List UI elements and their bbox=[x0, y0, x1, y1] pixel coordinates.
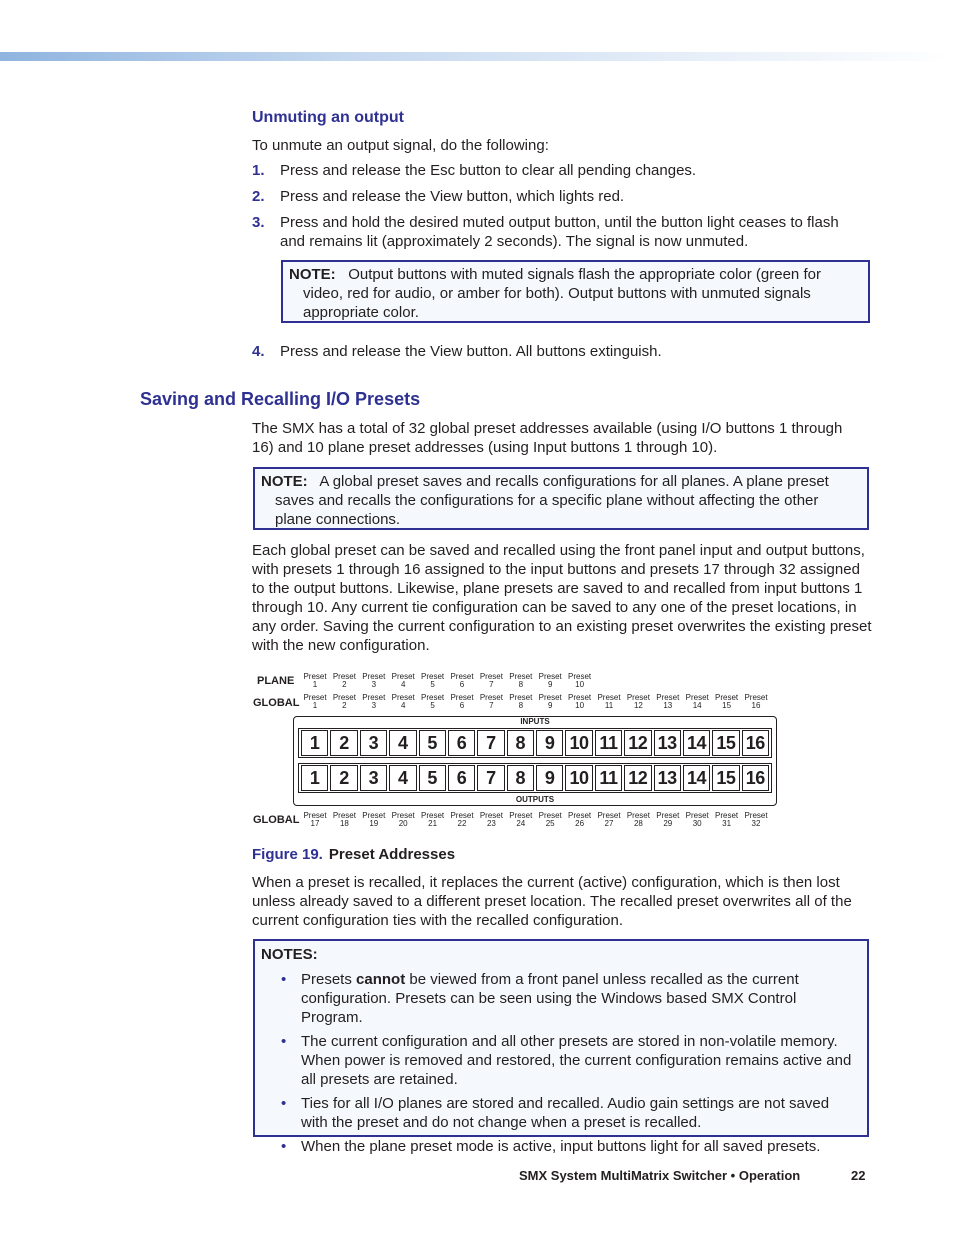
page-number: 22 bbox=[851, 1168, 866, 1183]
input-button-15: 15 bbox=[712, 730, 739, 756]
output-button-4: 4 bbox=[389, 765, 416, 791]
preset-word: Preset bbox=[626, 693, 650, 702]
input-button-2: 2 bbox=[330, 730, 357, 756]
step-number: 4. bbox=[252, 343, 265, 360]
preset-number: 29 bbox=[663, 819, 673, 828]
preset-label bbox=[476, 694, 506, 710]
preset-word: Preset bbox=[538, 672, 562, 681]
preset-number: 18 bbox=[339, 819, 349, 828]
note-text: Output buttons with muted signals flash the appropriate color (green for video, red for audio, or amber for both). Output buttons with unmuted signals appropriate color. bbox=[303, 266, 821, 321]
notes-label: NOTES: bbox=[261, 946, 318, 963]
output-button-10: 10 bbox=[565, 765, 592, 791]
step-4 bbox=[252, 342, 872, 361]
output-button-6: 6 bbox=[448, 765, 475, 791]
output-button-1: 1 bbox=[301, 765, 328, 791]
preset-word: Preset bbox=[421, 811, 445, 820]
plane-label: PLANE bbox=[257, 675, 295, 687]
input-button-11: 11 bbox=[595, 730, 622, 756]
preset-word: Preset bbox=[391, 672, 415, 681]
input-button-1: 1 bbox=[301, 730, 328, 756]
preset-number: 8 bbox=[518, 701, 524, 710]
preset-number: 26 bbox=[575, 819, 585, 828]
bullet-icon: • bbox=[281, 1095, 287, 1112]
preset-word: Preset bbox=[744, 811, 768, 820]
preset-label bbox=[565, 694, 595, 710]
preset-number: 5 bbox=[430, 680, 435, 689]
output-button-8: 8 bbox=[507, 765, 534, 791]
preset-number: 9 bbox=[547, 680, 553, 689]
preset-label bbox=[418, 673, 448, 689]
header-accent-bar bbox=[0, 52, 954, 61]
note-item bbox=[261, 970, 859, 1027]
preset-label bbox=[535, 673, 565, 689]
note-box-muted-signals bbox=[281, 260, 870, 323]
preset-label bbox=[476, 812, 506, 828]
figure-caption bbox=[252, 846, 455, 863]
output-button-13: 13 bbox=[654, 765, 681, 791]
input-button-8: 8 bbox=[507, 730, 534, 756]
note-text: Presets bbox=[301, 971, 357, 988]
preset-label bbox=[506, 694, 536, 710]
preset-number: 11 bbox=[604, 701, 614, 710]
input-button-7: 7 bbox=[477, 730, 504, 756]
preset-number: 14 bbox=[692, 701, 702, 710]
input-button-4: 4 bbox=[389, 730, 416, 756]
preset-word: Preset bbox=[656, 811, 680, 820]
step-1 bbox=[252, 161, 872, 180]
input-button-12: 12 bbox=[624, 730, 651, 756]
preset-number: 9 bbox=[547, 701, 553, 710]
preset-number: 2 bbox=[342, 680, 347, 689]
figure-number: Figure 19. bbox=[252, 846, 323, 863]
step-3 bbox=[252, 213, 850, 251]
step-text: Press and release the View button, which lights red. bbox=[280, 188, 625, 205]
preset-word: Preset bbox=[715, 811, 739, 820]
bullet-icon: • bbox=[281, 1138, 287, 1155]
preset-label bbox=[329, 812, 359, 828]
preset-label bbox=[359, 673, 389, 689]
input-button-9: 9 bbox=[536, 730, 563, 756]
preset-label bbox=[388, 694, 418, 710]
preset-number: 25 bbox=[545, 819, 555, 828]
global-label-top: GLOBAL bbox=[253, 697, 300, 709]
preset-number: 27 bbox=[604, 819, 614, 828]
preset-label bbox=[300, 673, 330, 689]
step-text: Press and hold the desired muted output button, until the button light ceases to flash and remains lit (approximately 2 seconds). The signal is now unmuted. bbox=[280, 214, 839, 250]
preset-number: 19 bbox=[369, 819, 379, 828]
notes-box bbox=[253, 939, 869, 1155]
preset-label bbox=[594, 812, 624, 828]
preset-number: 2 bbox=[342, 701, 347, 710]
preset-number: 8 bbox=[518, 680, 524, 689]
preset-label bbox=[682, 812, 712, 828]
output-button-2: 2 bbox=[330, 765, 357, 791]
preset-word: Preset bbox=[744, 693, 768, 702]
preset-label bbox=[712, 694, 742, 710]
preset-word: Preset bbox=[568, 672, 592, 681]
preset-word: Preset bbox=[715, 693, 739, 702]
preset-word: Preset bbox=[568, 811, 592, 820]
preset-number: 23 bbox=[486, 819, 496, 828]
preset-number: 30 bbox=[692, 819, 702, 828]
preset-number: 28 bbox=[633, 819, 643, 828]
input-button-5: 5 bbox=[419, 730, 446, 756]
preset-label bbox=[418, 694, 448, 710]
preset-number: 7 bbox=[489, 701, 494, 710]
preset-label bbox=[329, 673, 359, 689]
preset-word: Preset bbox=[421, 693, 445, 702]
input-button-6: 6 bbox=[448, 730, 475, 756]
global-label-bottom: GLOBAL bbox=[253, 814, 300, 826]
unmute-heading: Unmuting an output bbox=[252, 109, 404, 126]
output-button-11: 11 bbox=[595, 765, 622, 791]
input-button-16: 16 bbox=[742, 730, 769, 756]
preset-label bbox=[565, 673, 595, 689]
input-button-13: 13 bbox=[654, 730, 681, 756]
preset-label bbox=[506, 673, 536, 689]
note-label: NOTE: bbox=[289, 266, 336, 283]
input-button-14: 14 bbox=[683, 730, 710, 756]
preset-label bbox=[653, 812, 683, 828]
step-2 bbox=[252, 187, 872, 206]
preset-label bbox=[535, 694, 565, 710]
preset-number: 4 bbox=[400, 701, 406, 710]
step-text: Press and release the View button. All buttons extinguish. bbox=[280, 343, 662, 360]
unmute-intro: To unmute an output signal, do the following: bbox=[252, 137, 549, 154]
preset-label bbox=[653, 694, 683, 710]
note-emphasis: cannot bbox=[356, 971, 406, 988]
preset-word: Preset bbox=[362, 672, 386, 681]
note-text: The current configuration and all other presets are stored in non-volatile memory. When power is removed and restored, the current configuration remains active and all presets are retained. bbox=[301, 1033, 852, 1088]
preset-word: Preset bbox=[509, 693, 533, 702]
footer-title: SMX System MultiMatrix Switcher • Operation bbox=[519, 1168, 801, 1183]
output-button-3: 3 bbox=[360, 765, 387, 791]
presets-paragraph-2: Each global preset can be saved and recalled using the front panel input and output buttons, with presets 1 through 16 assigned to the input buttons and presets 17 through 32 assigned to the output buttons. Likewise, plane presets are saved to and recalled from input buttons 1 through 10. Any current tie configuration can be saved to any one of the preset locations, in any order. Saving the current configuration to an existing preset overwrites the existing preset with the new configuration. bbox=[252, 542, 872, 654]
figure-title: Preset Addresses bbox=[328, 846, 456, 863]
preset-word: Preset bbox=[479, 693, 503, 702]
preset-label bbox=[476, 673, 506, 689]
preset-label bbox=[300, 694, 330, 710]
output-button-14: 14 bbox=[683, 765, 710, 791]
presets-paragraph-3: When a preset is recalled, it replaces the current (active) configuration, which is then lost unless already saved to a different preset location. The recalled preset overwrites all of the current configuration ties with the recalled configuration. bbox=[252, 874, 852, 929]
preset-label bbox=[741, 812, 771, 828]
preset-word: Preset bbox=[362, 811, 386, 820]
preset-number: 3 bbox=[371, 680, 377, 689]
preset-number: 32 bbox=[751, 819, 761, 828]
preset-label bbox=[623, 694, 653, 710]
preset-label bbox=[388, 673, 418, 689]
preset-number: 3 bbox=[371, 701, 377, 710]
preset-label bbox=[447, 812, 477, 828]
bullet-icon: • bbox=[281, 1033, 287, 1050]
preset-label bbox=[741, 694, 771, 710]
preset-word: Preset bbox=[597, 693, 621, 702]
output-button-15: 15 bbox=[712, 765, 739, 791]
input-button-10: 10 bbox=[565, 730, 592, 756]
step-number: 1. bbox=[252, 162, 265, 179]
input-button-row bbox=[298, 728, 772, 758]
preset-number: 6 bbox=[459, 701, 465, 710]
inputs-label: INPUTS bbox=[520, 717, 550, 726]
step-number: 3. bbox=[252, 214, 265, 231]
note-text: be viewed from a front panel unless recalled as the current configuration. Presets can be seen using the Windows based SMX Control Program. bbox=[301, 971, 799, 1026]
preset-number: 6 bbox=[459, 680, 465, 689]
preset-word: Preset bbox=[303, 693, 327, 702]
preset-number: 20 bbox=[398, 819, 408, 828]
preset-label bbox=[447, 673, 477, 689]
preset-word: Preset bbox=[538, 693, 562, 702]
preset-label bbox=[535, 812, 565, 828]
preset-number: 31 bbox=[722, 819, 732, 828]
preset-number: 16 bbox=[751, 701, 761, 710]
preset-number: 21 bbox=[428, 819, 438, 828]
output-button-5: 5 bbox=[419, 765, 446, 791]
preset-label bbox=[388, 812, 418, 828]
preset-number: 12 bbox=[633, 701, 643, 710]
output-button-7: 7 bbox=[477, 765, 504, 791]
step-number: 2. bbox=[252, 188, 265, 205]
note-item bbox=[261, 1032, 859, 1089]
preset-word: Preset bbox=[332, 693, 356, 702]
preset-word: Preset bbox=[450, 693, 474, 702]
preset-number: 24 bbox=[516, 819, 526, 828]
preset-word: Preset bbox=[362, 693, 386, 702]
preset-label bbox=[506, 812, 536, 828]
preset-word: Preset bbox=[450, 672, 474, 681]
preset-word: Preset bbox=[332, 672, 356, 681]
note-box-global-preset bbox=[253, 467, 869, 530]
preset-number: 13 bbox=[663, 701, 673, 710]
preset-word: Preset bbox=[303, 672, 327, 681]
preset-label bbox=[300, 812, 330, 828]
preset-word: Preset bbox=[391, 811, 415, 820]
preset-word: Preset bbox=[450, 811, 474, 820]
preset-word: Preset bbox=[626, 811, 650, 820]
preset-number: 10 bbox=[575, 680, 585, 689]
preset-word: Preset bbox=[509, 672, 533, 681]
preset-label bbox=[623, 812, 653, 828]
preset-number: 4 bbox=[400, 680, 406, 689]
presets-paragraph-1: The SMX has a total of 32 global preset addresses available (using I/O buttons 1 through 16) and 10 plane preset addresses (using Input buttons 1 through 10). bbox=[252, 420, 843, 456]
preset-number: 17 bbox=[310, 819, 320, 828]
output-button-16: 16 bbox=[742, 765, 769, 791]
preset-label bbox=[447, 694, 477, 710]
preset-word: Preset bbox=[332, 811, 356, 820]
preset-word: Preset bbox=[538, 811, 562, 820]
preset-label bbox=[329, 694, 359, 710]
preset-label bbox=[359, 694, 389, 710]
bullet-icon: • bbox=[281, 971, 287, 988]
preset-word: Preset bbox=[685, 811, 709, 820]
preset-label bbox=[565, 812, 595, 828]
preset-label bbox=[682, 694, 712, 710]
preset-number: 5 bbox=[430, 701, 435, 710]
preset-word: Preset bbox=[391, 693, 415, 702]
preset-number: 1 bbox=[312, 680, 318, 689]
preset-label bbox=[712, 812, 742, 828]
preset-word: Preset bbox=[656, 693, 680, 702]
preset-word: Preset bbox=[479, 811, 503, 820]
output-button-9: 9 bbox=[536, 765, 563, 791]
preset-word: Preset bbox=[479, 672, 503, 681]
preset-label bbox=[594, 694, 624, 710]
note-text: A global preset saves and recalls configurations for all planes. A plane preset saves and recalls the configurations for a specific plane without affecting the other plane connections. bbox=[275, 473, 829, 528]
preset-word: Preset bbox=[568, 693, 592, 702]
step-text: Press and release the Esc button to clear all pending changes. bbox=[280, 162, 697, 179]
preset-number: 15 bbox=[722, 701, 732, 710]
presets-heading: Saving and Recalling I/O Presets bbox=[140, 389, 421, 409]
input-button-3: 3 bbox=[360, 730, 387, 756]
preset-word: Preset bbox=[421, 672, 445, 681]
preset-label bbox=[359, 812, 389, 828]
preset-word: Preset bbox=[597, 811, 621, 820]
preset-number: 1 bbox=[312, 701, 318, 710]
preset-word: Preset bbox=[303, 811, 327, 820]
output-button-12: 12 bbox=[624, 765, 651, 791]
outputs-label: OUTPUTS bbox=[515, 795, 555, 804]
preset-label bbox=[418, 812, 448, 828]
note-text: Ties for all I/O planes are stored and recalled. Audio gain settings are not saved with the preset and do not change when a preset is recalled. bbox=[301, 1095, 830, 1131]
note-item bbox=[261, 1094, 859, 1132]
output-button-row bbox=[298, 763, 772, 793]
preset-word: Preset bbox=[685, 693, 709, 702]
preset-number: 22 bbox=[457, 819, 467, 828]
preset-word: Preset bbox=[509, 811, 533, 820]
note-text: When the plane preset mode is active, input buttons light for all saved presets. bbox=[301, 1138, 821, 1155]
preset-number: 10 bbox=[575, 701, 585, 710]
note-label: NOTE: bbox=[261, 473, 308, 490]
note-item bbox=[261, 1137, 859, 1156]
preset-number: 7 bbox=[489, 680, 494, 689]
